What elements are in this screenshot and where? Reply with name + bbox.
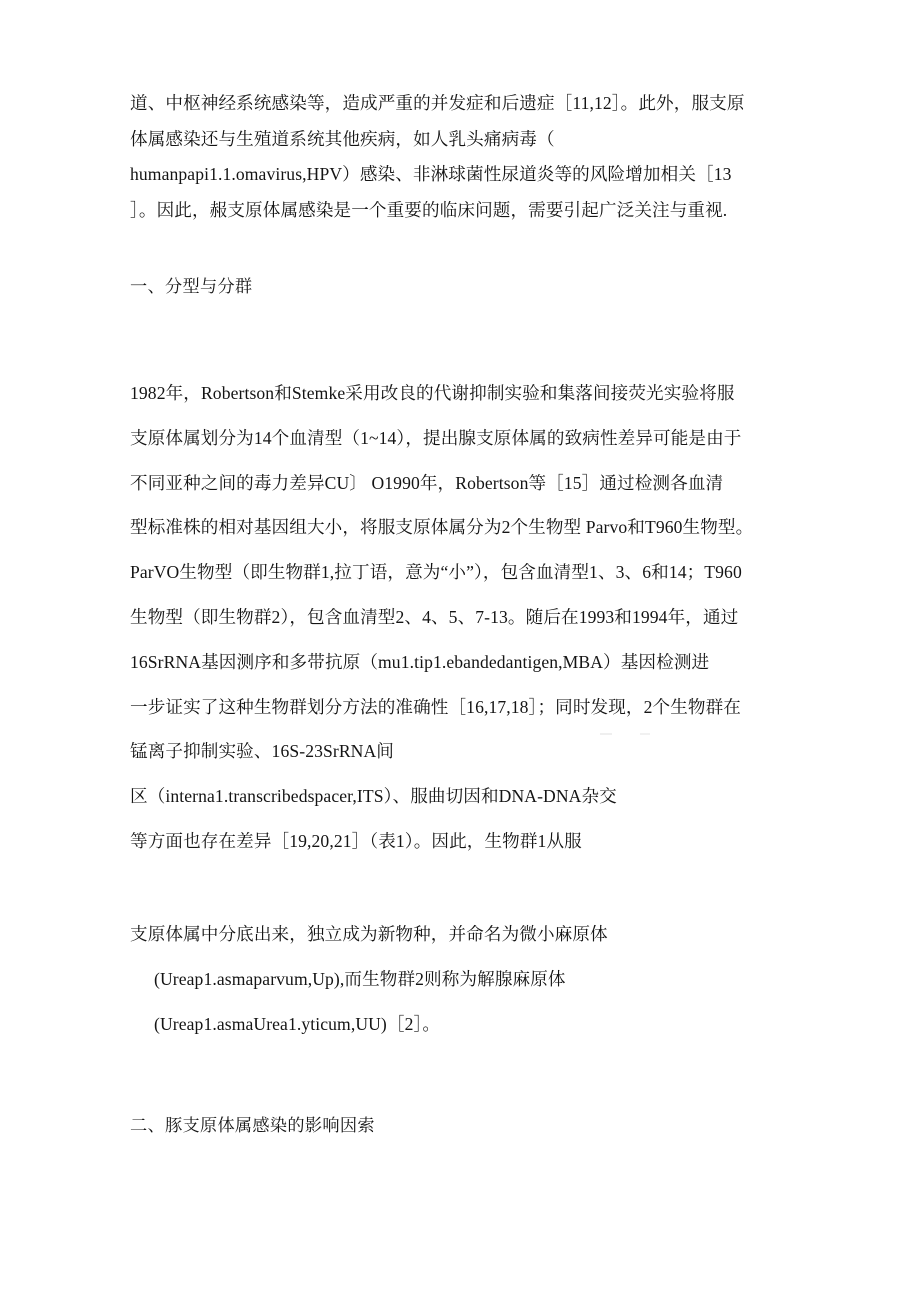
paragraph-line: 等方面也存在差异［19,20,21］（表1）。因此，生物群1从服 bbox=[130, 830, 582, 851]
paragraph-line: 16SrRNA基因测序和多带抗原（mu1.tip1.ebandedantigen,MBA）基因检测进 bbox=[130, 651, 710, 672]
paragraph-line: 区（interna1.transcribedspacer,ITS）、服曲切因和DNA-DNA杂交 bbox=[130, 786, 617, 807]
paragraph-line: 支原体属划分为14个血清型（1~14），提出腺支原体属的致病性差异可能是由于 bbox=[130, 427, 742, 448]
section-heading-one-text: 一、分型与分群 bbox=[130, 277, 253, 296]
paragraph-line: humanpapi1.1.omavirus,HPV）感染、非淋球菌性尿道炎等的风险增加相关［13 bbox=[130, 164, 732, 184]
paragraph-line: 1982年，Robertson和Stemke采用改良的代谢抑制实验和集落间接荧光实验将服 bbox=[130, 383, 735, 403]
section-heading-two bbox=[130, 1113, 848, 1139]
paragraph-line: (Ureap1.asmaUrea1.yticum,UU)［2］。 bbox=[154, 1013, 441, 1034]
paragraph-line: 锰离子抑制实验、16S-23SrRNA间 bbox=[130, 741, 394, 762]
paragraph-line: 道、中枢神经系统感染等，造成严重的并发症和后遗症［11,12］。此外，服支原 bbox=[130, 93, 745, 113]
paragraph-line: ParVO生物型（即生物群1,拉丁语，意为“小”），包含血清型1、3、6和14；T960 bbox=[130, 562, 742, 583]
intro-paragraph bbox=[130, 86, 848, 228]
paragraph-line: ］。因此，赧支原体属感染是一个重要的临床问题，需要引起广泛关注与重视. bbox=[130, 199, 728, 220]
paragraph-line: (Ureap1.asmaparvum,Up),而生物群2则称为解腺麻原体 bbox=[154, 968, 566, 989]
paragraph-line: 生物型（即生物群2），包含血清型2、4、5、7-13。随后在1993和1994年，通过 bbox=[130, 606, 739, 627]
tail-paragraph bbox=[130, 912, 848, 1046]
section-heading-one bbox=[130, 274, 848, 300]
section-heading-two-text: 二、豚支原体属感染的影响因索 bbox=[130, 1116, 375, 1135]
paragraph-line: 支原体属中分底出来，独立成为新物种，并命名为微小麻原体 bbox=[130, 924, 608, 944]
paragraph-line: 不同亚种之间的毒力差异CU〕 O1990年，Robertson等［15］通过检测各血清 bbox=[130, 472, 724, 493]
paragraph-line: 体属感染还与生殖道系统其他疾病，如人乳头痛病毒（ bbox=[130, 128, 555, 149]
paragraph-line: 一步证实了这种生物群划分方法的准确性［16,17,18］；同时发现，2个生物群在 bbox=[130, 696, 741, 717]
body-paragraph bbox=[130, 371, 848, 864]
paragraph-line: 型标准株的相对基因组大小，将服支原体属分为2个生物型 Parvo和T960生物型。 bbox=[130, 517, 754, 538]
